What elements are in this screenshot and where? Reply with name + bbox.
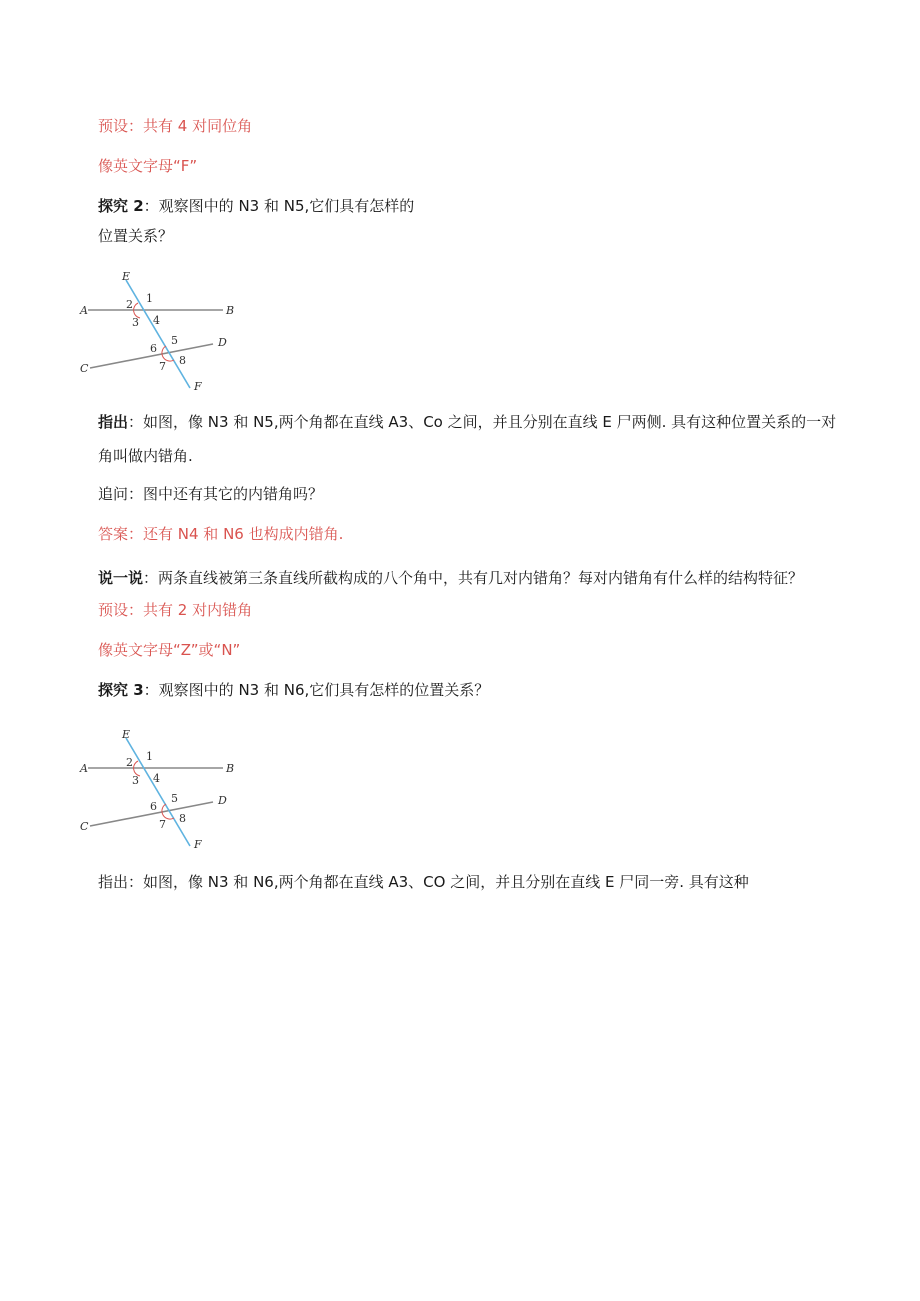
point-label-F: F (194, 380, 202, 393)
explore-2-question (98, 196, 414, 216)
explore-2-question-cont: 位置关系？ (98, 227, 174, 245)
angle-label-7: 7 (159, 360, 166, 373)
angle-label-3: 3 (132, 316, 139, 329)
angle-label-3: 3 (132, 774, 139, 787)
answer-line: 答案：还有 N4 和 N6 也构成内错角. (98, 525, 344, 543)
point-label-C: C (80, 820, 89, 833)
point-label-A: A (80, 304, 88, 317)
point-out-1 (98, 412, 836, 432)
line-preset-1: 预设：共有 4 对同位角 (98, 117, 253, 135)
line-letter-zn: 像英文字母“Z”或“N” (98, 641, 241, 659)
angle-label-2: 2 (126, 298, 133, 311)
discussion-question (98, 568, 803, 588)
angle-label-5: 5 (171, 792, 178, 805)
point-label-D: D (218, 336, 227, 349)
definition-alternate-interior: 角叫做内错角. (98, 447, 193, 465)
angle-label-2: 2 (126, 756, 133, 769)
angle-label-4: 4 (153, 314, 160, 327)
angle-label-8: 8 (179, 354, 186, 367)
point-label-F: F (194, 838, 202, 851)
point-out-2: 指出：如图，像 N3 和 N6,两个角都在直线 A3、CO 之间，并且分别在直线 E 尸同一旁. 具有这种 (98, 873, 749, 891)
explore-2-text: ：观察图中的 N3 和 N5,它们具有怎样的 (143, 197, 415, 215)
explore-3-label: 探究 3 (98, 681, 144, 699)
angle-label-1: 1 (146, 750, 153, 763)
explore-3-text: ：观察图中的 N3 和 N6,它们具有怎样的位置关系？ (143, 681, 490, 699)
angle-label-7: 7 (159, 818, 166, 831)
point-label-B: B (226, 762, 235, 775)
line-preset-2: 预设：共有 2 对内错角 (98, 601, 253, 619)
point-label-D: D (218, 794, 227, 807)
angle-label-6: 6 (150, 342, 157, 355)
point-label-C: C (80, 362, 89, 375)
line-letter-f: 像英文字母“F” (98, 157, 198, 175)
point-label-B: B (226, 304, 235, 317)
point-label-A: A (80, 762, 88, 775)
discussion-label: 说一说 (98, 569, 144, 587)
discussion-text: ：两条直线被第三条直线所截构成的八个角中，共有几对内错角？每对内错角有什么样的结构特征？ (143, 569, 804, 587)
point-label-E: E (122, 270, 131, 283)
figure-2 (78, 726, 248, 856)
explore-3-question (98, 680, 489, 700)
follow-up-question: 追问：图中还有其它的内错角吗？ (98, 485, 324, 503)
point-out-label: 指出 (98, 413, 129, 431)
angle-label-6: 6 (150, 800, 157, 813)
point-label-E: E (122, 728, 131, 741)
figure-1 (78, 268, 248, 398)
angle-label-5: 5 (171, 334, 178, 347)
angle-label-4: 4 (153, 772, 160, 785)
angle-label-1: 1 (146, 292, 153, 305)
point-out-text: ：如图，像 N3 和 N5,两个角都在直线 A3、Co 之间，并且分别在直线 E 尸两侧. 具有这种位置关系的一对 (128, 413, 837, 431)
angle-label-8: 8 (179, 812, 186, 825)
explore-2-label: 探究 2 (98, 197, 144, 215)
